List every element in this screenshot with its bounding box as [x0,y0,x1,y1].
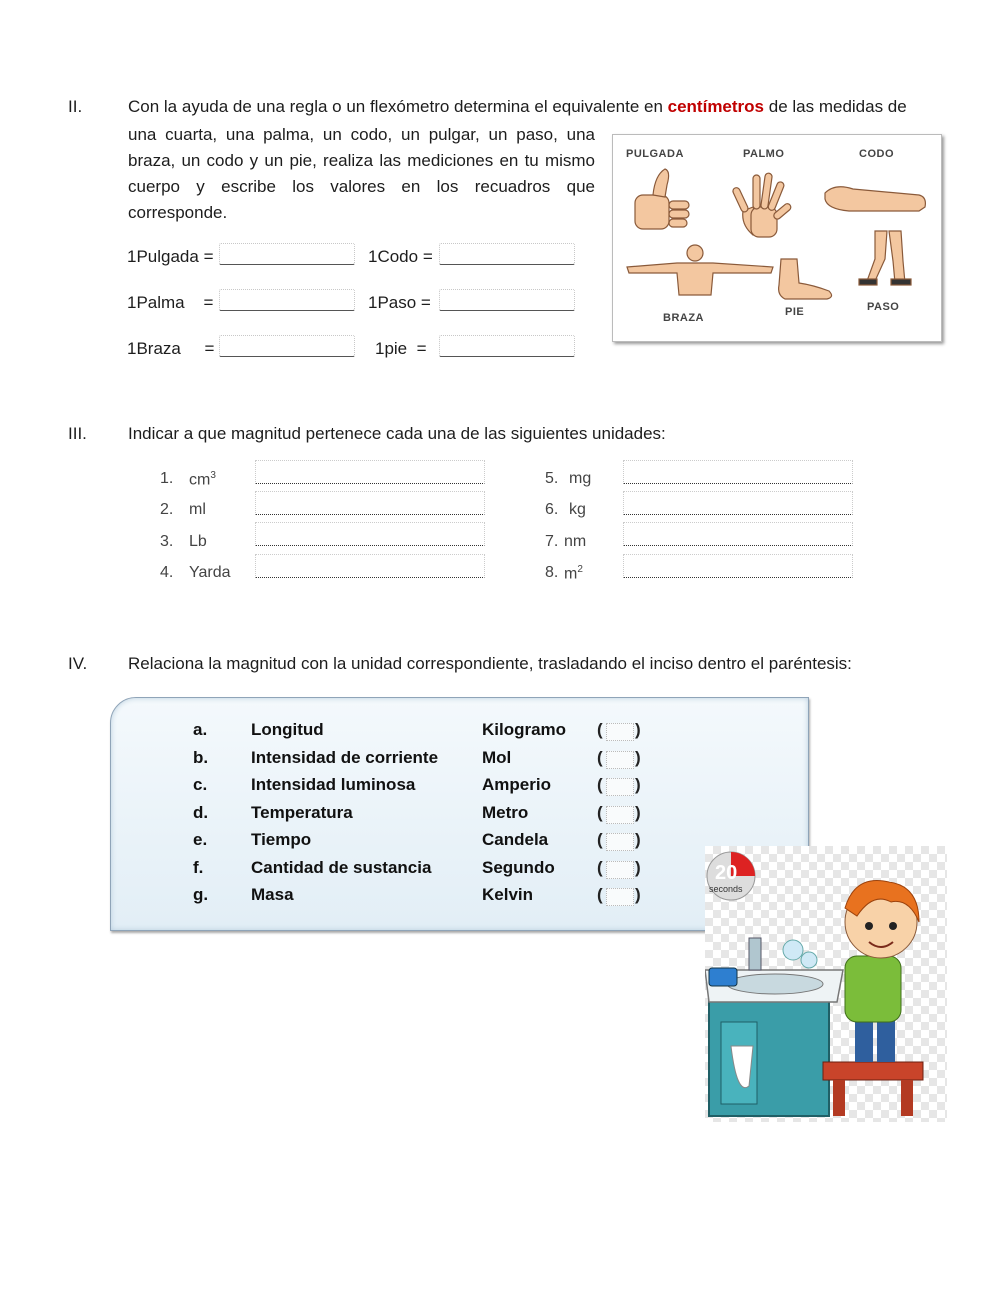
close-paren: ) [635,857,641,877]
unit-name: Amperio [482,775,551,794]
open-paren: ( [597,857,603,877]
open-paren: ( [597,830,603,849]
braza-label: 1Braza = [127,339,215,358]
unit-label: $cm^3$ [189,470,216,489]
pulgada-input[interactable] [219,243,355,265]
unit-number: 7. [545,533,559,550]
section-3-number: III. [68,424,87,443]
unit-number: 3. [160,533,174,550]
unit-answer-field[interactable] [623,554,853,578]
forearm-icon [825,187,925,211]
centimetros-highlight: centímetros [667,97,765,116]
unit-name: Candela [482,830,549,849]
pie-input[interactable] [439,335,575,357]
open-paren: ( [597,775,603,794]
open-paren: ( [597,747,603,767]
figure-label-palmo: PALMO [743,148,785,160]
unit-number: 2. [160,501,174,518]
body-measures-figure [612,134,942,342]
unit-name: Mol [482,747,512,767]
unit-number: 8. [545,564,559,581]
figure-label-codo: CODO [859,148,894,160]
figure-label-pie: PIE [785,306,805,318]
open-paren: ( [597,802,603,822]
unit-label: $m^2$ [564,564,583,583]
unit-name: Kilogramo [482,720,567,739]
pulgada-label: 1Pulgada = [127,247,214,266]
codo-label: 1Codo = [368,247,433,266]
unit-label: mg [569,470,592,487]
section-2-line1 [128,97,907,117]
section-4-number: IV. [68,654,88,673]
match-letter: c. [193,775,208,794]
magnitude-label: Longitud [251,720,324,739]
braza-input[interactable] [219,335,355,357]
match-letter: b. [193,747,209,767]
section-4-instruction: Relaciona la magnitud con la unidad correspondiente, trasladando el inciso dentro el paréntesis: [128,654,852,673]
answer-box[interactable] [606,861,634,879]
unit-answer-field[interactable] [255,554,485,578]
section-3-instruction: Indicar a que magnitud pertenece cada una de las siguientes unidades: [128,424,666,443]
match-letter: f. [193,857,204,877]
close-paren: ) [635,747,641,767]
arm-span-icon [627,245,773,295]
handwashing-clipart [705,846,947,1122]
unit-number: 5. [545,470,559,487]
unit-label: nm [564,533,587,550]
foot-icon [779,259,832,299]
unit-answer-field[interactable] [255,460,485,484]
unit-answer-field[interactable] [623,522,853,546]
badge-number: 20 [715,862,738,884]
unit-name: Segundo [482,857,555,877]
close-paren: ) [635,775,641,794]
pie-label: 1pie = [375,339,427,358]
palma-input[interactable] [219,289,355,311]
match-letter: d. [193,802,209,822]
section-2-number: II. [68,97,83,116]
line1-post: de las medidas de [764,97,907,116]
magnitude-label: Temperatura [251,802,353,822]
unit-label: kg [569,501,586,518]
magnitude-label: Tiempo [251,830,312,849]
unit-number: 1. [160,470,174,487]
unit-number: 4. [160,564,174,581]
palma-label: 1Palma = [127,293,214,312]
answer-box[interactable] [606,778,634,796]
badge-text: seconds [709,884,743,894]
close-paren: ) [635,720,641,739]
unit-label: Lb [189,533,207,550]
unit-number: 6. [545,501,559,518]
close-paren: ) [635,802,641,822]
open-paren: ( [597,720,603,739]
answer-box[interactable] [606,833,634,851]
figure-label-paso: PASO [867,301,900,313]
close-paren: ) [635,885,641,904]
body-parts-drawings [613,135,941,341]
unit-name: Metro [482,802,529,822]
line1-pre: Con la ayuda de una regla o un flexómetro determina el equivalente en [128,97,668,116]
palm-icon [732,173,792,237]
figure-label-pulgada: PULGADA [626,148,684,160]
codo-input[interactable] [439,243,575,265]
close-paren: ) [635,830,641,849]
unit-answer-field[interactable] [623,491,853,515]
magnitude-label: Cantidad de sustancia [251,857,432,877]
figure-label-braza: BRAZA [663,312,704,324]
unit-answer-field[interactable] [623,460,853,484]
unit-label: Yarda [189,564,231,581]
unit-answer-field[interactable] [255,522,485,546]
paso-label: 1Paso = [368,293,431,312]
answer-box[interactable] [606,806,634,824]
match-letter: a. [193,720,208,739]
answer-box[interactable] [606,723,634,741]
answer-box[interactable] [606,888,634,906]
magnitude-label: Masa [251,885,294,904]
open-paren: ( [597,885,603,904]
step-icon [859,231,911,285]
match-letter: e. [193,830,208,849]
unit-answer-field[interactable] [255,491,485,515]
paso-input[interactable] [439,289,575,311]
magnitude-label: Intensidad de corriente [251,747,439,767]
magnitude-label: Intensidad luminosa [251,775,416,794]
match-letter: g. [193,885,209,904]
unit-label: ml [189,501,206,518]
answer-box[interactable] [606,751,634,769]
unit-name: Kelvin [482,885,534,904]
thumb-icon [635,169,689,229]
section-2-paragraph: una cuarta, una palma, un codo, un pulgar, un paso, una braza, un codo y un pie, realiza las mediciones en tu mismo cuerpo y escribe los valores en los recuadros que corresponde. [128,125,595,222]
